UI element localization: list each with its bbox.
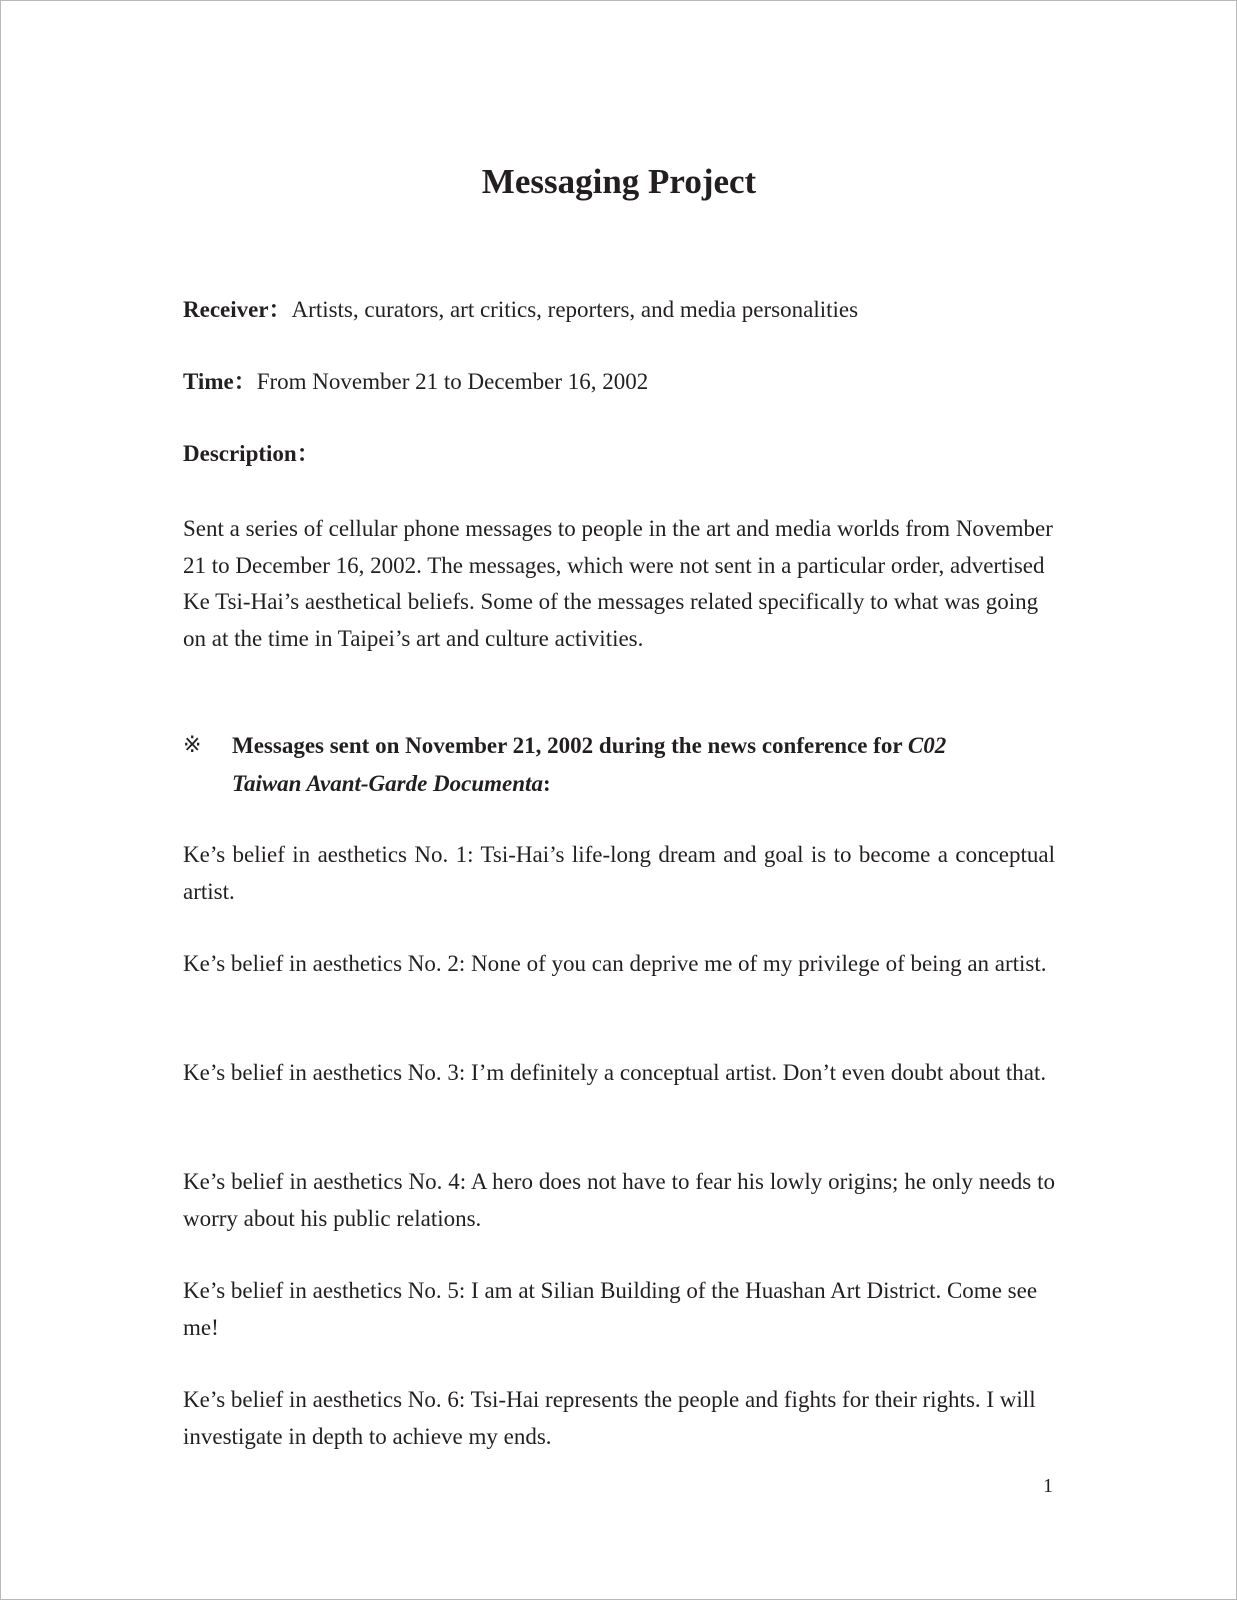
belief-item-3: Ke’s belief in aesthetics No. 3: I’m definitely a conceptual artist. Don’t even doubt about that. bbox=[183, 1060, 1047, 1085]
description-line bbox=[183, 436, 320, 472]
section-heading-text bbox=[232, 727, 992, 803]
reference-mark-icon: ※ bbox=[183, 733, 202, 758]
document-title: Messaging Project bbox=[481, 162, 757, 201]
section-heading-suffix: : bbox=[542, 771, 551, 796]
receiver-line bbox=[183, 292, 858, 328]
time-value: From November 21 to December 16, 2002 bbox=[256, 369, 649, 394]
page-number: 1 bbox=[1043, 1475, 1053, 1497]
receiver-value: Artists, curators, art critics, reporters, and media personalities bbox=[291, 297, 859, 322]
belief-item-1: Ke’s belief in aesthetics No. 1: Tsi-Hai’s life-long dream and goal is to become a conceptual artist. bbox=[183, 842, 1055, 904]
section-heading-italic: C02 Taiwan Avant-Garde Documenta bbox=[232, 733, 947, 796]
belief-item-6: Ke’s belief in aesthetics No. 6: Tsi-Hai represents the people and fights for their rights. I will investigate in depth to achieve my ends. bbox=[183, 1387, 1036, 1449]
time-label: Time： bbox=[183, 369, 257, 394]
belief-item-2: Ke’s belief in aesthetics No. 2: None of you can deprive me of my privilege of being an artist. bbox=[183, 951, 1047, 976]
section-heading-prefix: Messages sent on November 21, 2002 during the news conference for bbox=[232, 733, 908, 758]
receiver-label: Receiver： bbox=[183, 297, 292, 322]
section-heading bbox=[183, 727, 1055, 803]
belief-item-4: Ke’s belief in aesthetics No. 4: A hero does not have to fear his lowly origins; he only needs to worry about his public relations. bbox=[183, 1169, 1055, 1231]
description-label: Description： bbox=[183, 441, 320, 466]
description-paragraph: Sent a series of cellular phone messages to people in the art and media worlds from November 21 to December 16, 2002. The messages, which were not sent in a particular order, advertised Ke Tsi-Hai’s aesthetical beliefs. Some of the messages related specifically to what was going on at the time in Taipei’s art and culture activities. bbox=[183, 516, 1053, 651]
belief-item-5: Ke’s belief in aesthetics No. 5: I am at Silian Building of the Huashan Art District. Come see me! bbox=[183, 1278, 1038, 1340]
time-line bbox=[183, 364, 648, 400]
